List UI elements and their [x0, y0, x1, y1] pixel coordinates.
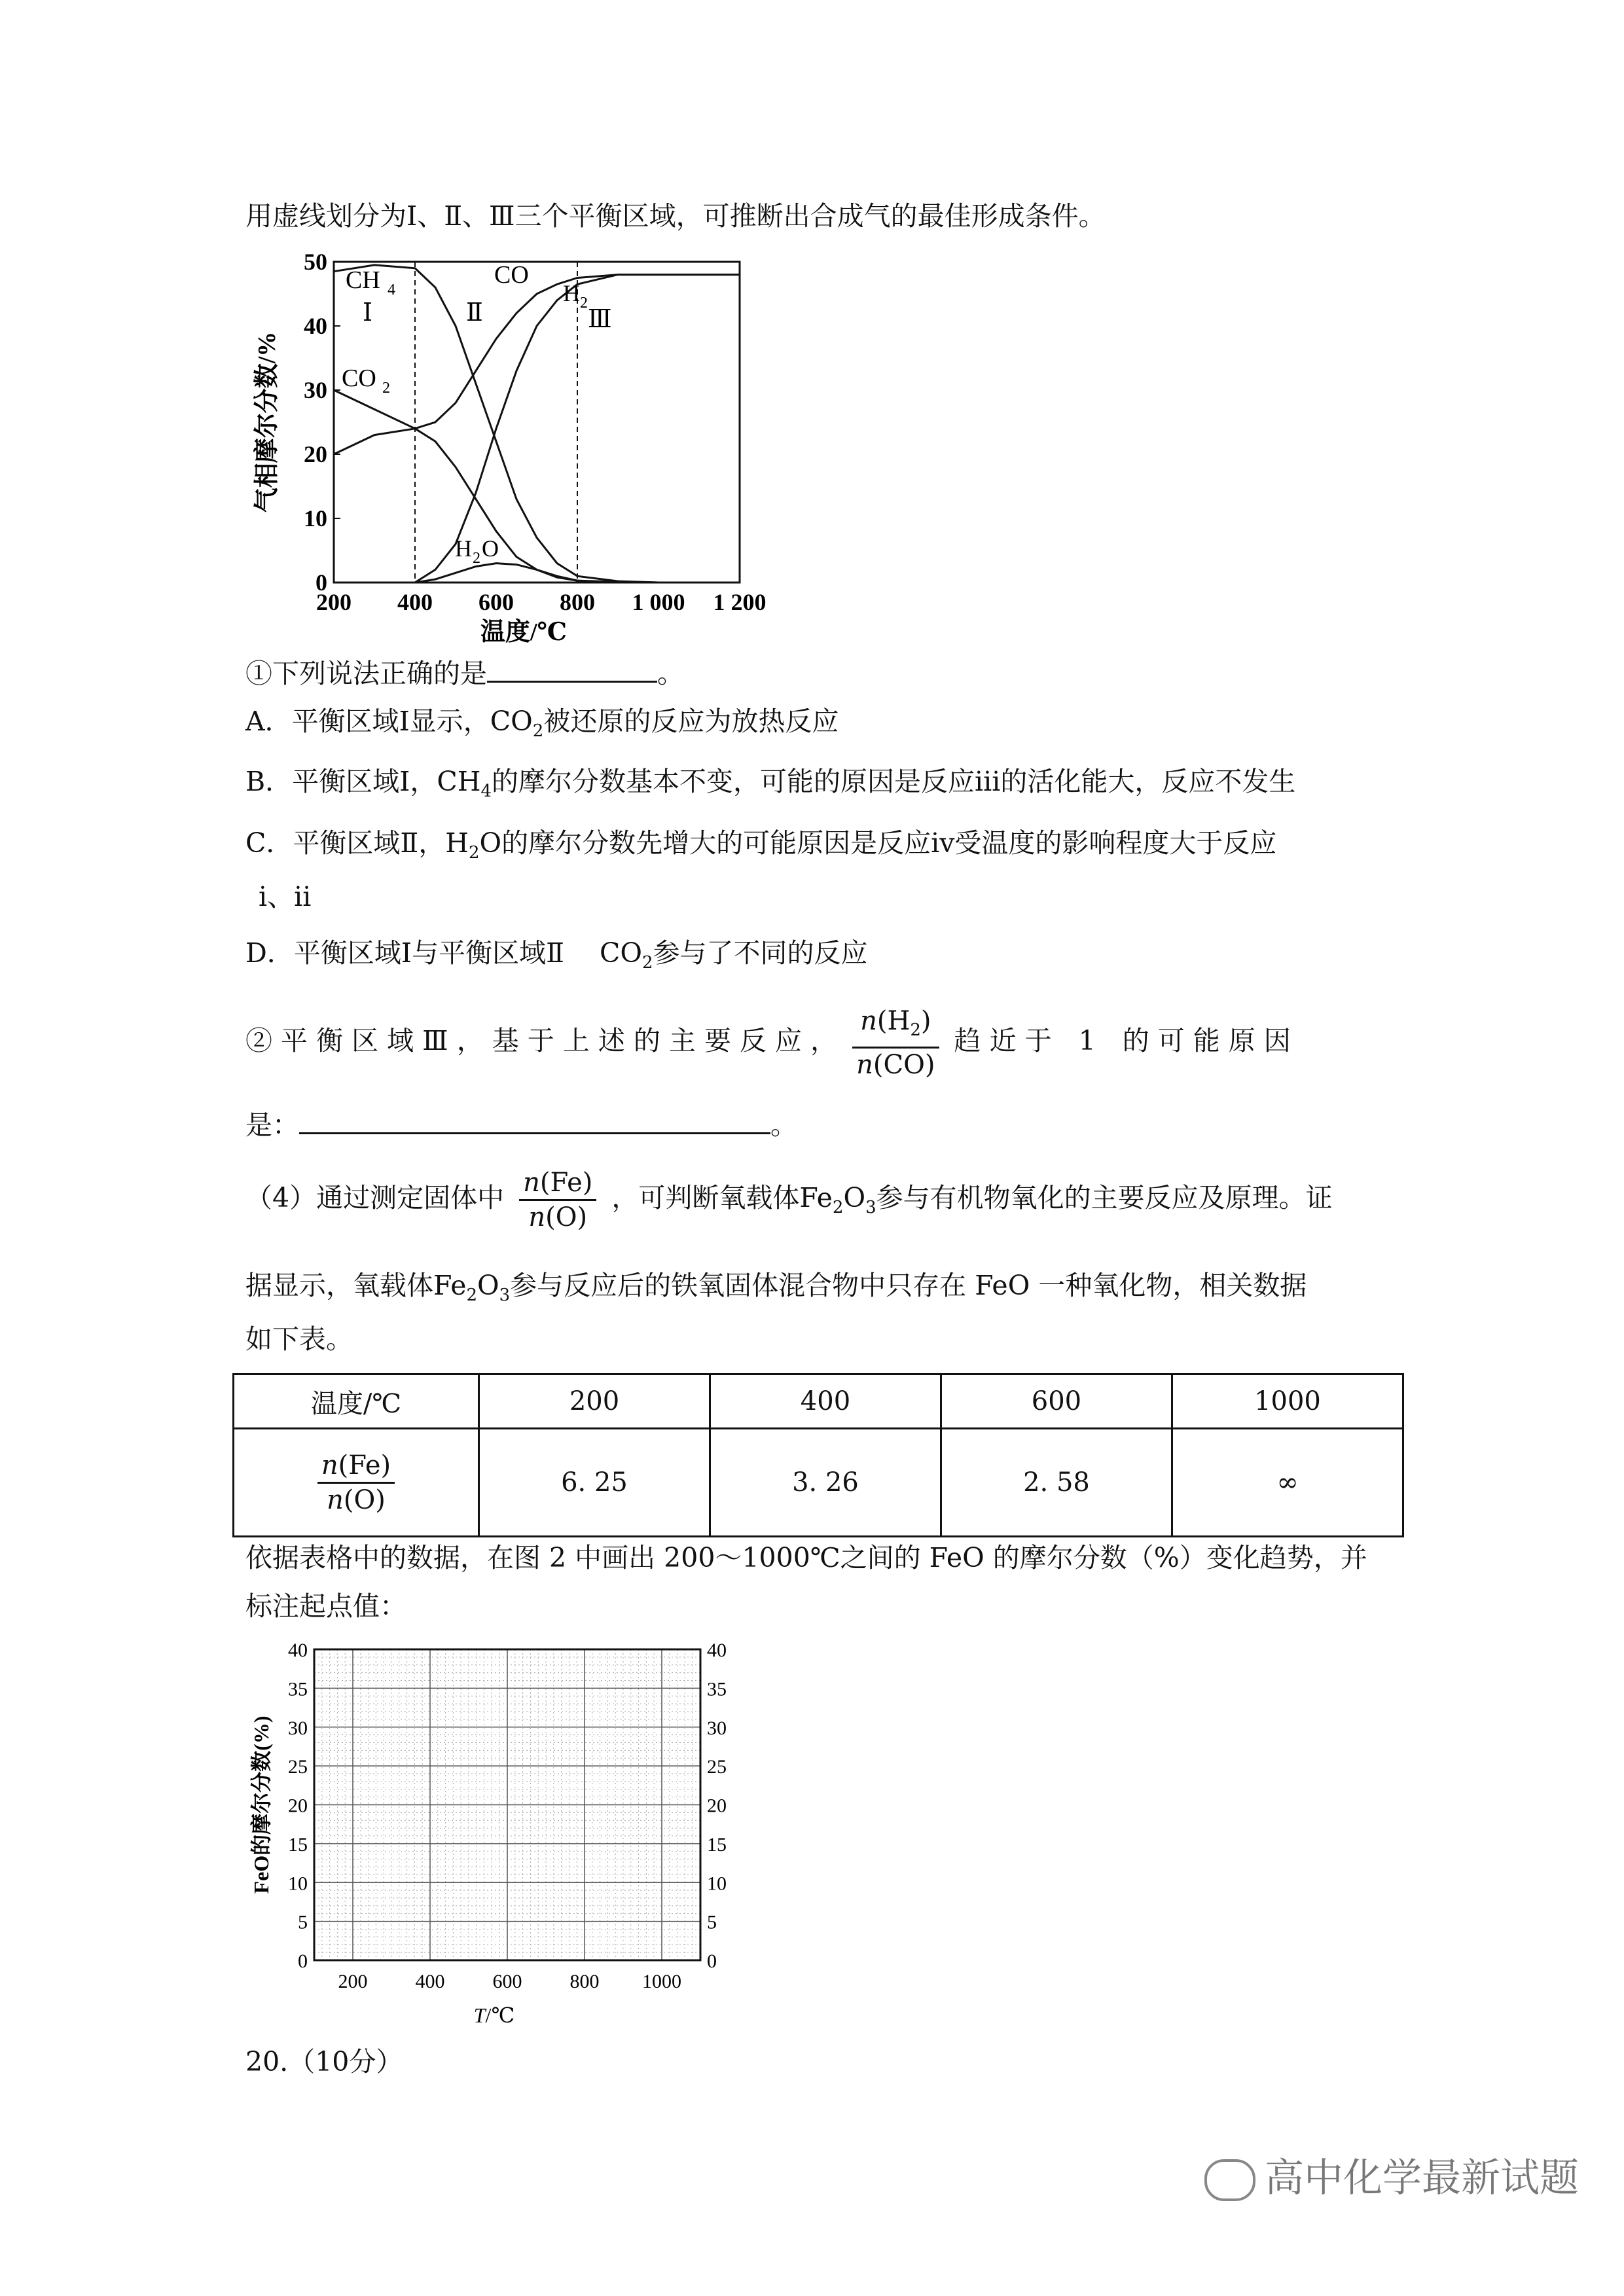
y-tick-label-left: 10 — [288, 1873, 308, 1895]
y-tick-label-right: 0 — [707, 1950, 717, 1972]
y-tick-label-left: 30 — [288, 1717, 308, 1739]
table-header-temp: 温度/℃ — [234, 1374, 479, 1429]
x-axis-title: T/℃ — [473, 2003, 515, 2027]
x-tick-label: 600 — [478, 589, 514, 615]
label-h2-sub: 2 — [580, 295, 588, 312]
x-tick-label: 200 — [338, 1971, 368, 1992]
table-header-cell: 200 — [479, 1374, 710, 1429]
table-row — [234, 1374, 1403, 1429]
wechat-icon — [1204, 2159, 1255, 2201]
figure1-svg — [242, 249, 767, 646]
y-tick-label-right: 20 — [707, 1795, 727, 1817]
x-tick-label: 1 000 — [632, 589, 685, 615]
label-co2-sub: 2 — [382, 380, 390, 397]
fraction-h2-co: $\frac{n(H_2)}{n(CO)}$ — [852, 1005, 939, 1081]
table-cell: ∞ — [1172, 1429, 1403, 1537]
series-line-h2o — [334, 564, 598, 583]
label-h2o: H — [455, 535, 472, 562]
label-h2o-sub: 2 — [473, 550, 480, 567]
instr-line1: 依据表格中的数据，在图 2 中画出 200～1000℃之间的 FeO 的摩尔分数（%）变化趋势，并 — [245, 1542, 1367, 1573]
label-ch4: CH — [346, 266, 380, 294]
label-h2: H — [563, 280, 580, 306]
label-co: CO — [494, 261, 529, 289]
intro-line: 用虚线划分为Ⅰ、Ⅱ、Ⅲ三个平衡区域，可推断出合成气的最佳形成条件。 — [245, 200, 1106, 232]
instr-line2: 标注起点值： — [245, 1590, 406, 1622]
table-cell: 2. 58 — [941, 1429, 1172, 1537]
x-tick-label: 1 200 — [713, 589, 767, 615]
x-tick-label: 400 — [397, 589, 433, 615]
q4-line3: 如下表。 — [245, 1323, 353, 1355]
x-tick-label: 800 — [560, 589, 595, 615]
table-cell: 6. 25 — [479, 1429, 710, 1537]
y-tick-label-right: 10 — [707, 1873, 727, 1895]
q20-heading: 20.（10分） — [245, 2046, 403, 2077]
region-label-2: Ⅱ — [466, 299, 483, 327]
figure1-frame — [334, 262, 740, 583]
y-tick-label-right: 35 — [707, 1678, 727, 1700]
y-tick-label-right: 5 — [707, 1911, 717, 1933]
y-axis-title: FeO的摩尔分数(%) — [249, 1715, 273, 1894]
y-tick-label-left: 35 — [288, 1678, 308, 1700]
y-tick-label: 10 — [304, 505, 327, 531]
y-tick-label-right: 15 — [707, 1833, 727, 1856]
y-tick-label-left: 0 — [298, 1950, 308, 1972]
x-tick-label: 600 — [492, 1971, 522, 1992]
region-label-3: Ⅲ — [588, 306, 612, 333]
y-tick-label-left: 25 — [288, 1756, 308, 1778]
x-axis-title: 温度/℃ — [480, 619, 568, 646]
table-header-cell: 600 — [941, 1374, 1172, 1429]
x-tick-label: 200 — [316, 589, 352, 615]
q1-option-a: A．平衡区域Ⅰ显示，$CO_2$被还原的反应为放热反应 — [245, 706, 839, 742]
y-tick-label: 20 — [304, 441, 327, 467]
y-tick-label-left: 15 — [288, 1833, 308, 1856]
figure2-chart — [249, 1630, 746, 2036]
watermark: 高中化学最新试题 — [1204, 2147, 1579, 2203]
y-tick-label-right: 25 — [707, 1756, 727, 1778]
q2-line1: ② 平 衡 区 域 Ⅲ ， 基 于 上 述 的 主 要 反 应 ， $\frac{n(H_2)}{n(CO)}$ 趋 近 于 1 的 可 能 原 因 — [245, 1006, 1291, 1080]
table-cell: 3. 26 — [710, 1429, 941, 1537]
figure2-svg — [249, 1630, 746, 2036]
y-tick-label: 30 — [304, 377, 327, 403]
series-line-co — [334, 275, 740, 454]
q1-option-c: C．平衡区域Ⅱ，$H_2O$的摩尔分数先增大的可能原因是反应iv受温度的影响程度大于反应 — [245, 827, 1277, 863]
region-label-1: Ⅰ — [363, 299, 373, 327]
table-row-label: $\frac{n(Fe)}{n(O)}$ — [234, 1429, 479, 1537]
q1-option-b: B．平衡区域Ⅰ，$CH_4$的摩尔分数基本不变，可能的原因是反应iii的活化能大，反应不发生 — [245, 766, 1296, 802]
x-tick-label: 400 — [415, 1971, 445, 1992]
q1-option-d: D．平衡区域Ⅰ与平衡区域Ⅱ $CO_2$参与了不同的反应 — [245, 937, 868, 973]
y-tick-label: 50 — [304, 249, 327, 275]
y-tick-label-left: 20 — [288, 1795, 308, 1817]
y-tick-label-left: 40 — [288, 1640, 308, 1661]
label-ch4-sub: 4 — [388, 281, 395, 298]
y-tick-label: 40 — [304, 313, 327, 339]
y-tick-label-left: 5 — [298, 1911, 308, 1933]
table-header-cell: 400 — [710, 1374, 941, 1429]
data-table — [232, 1373, 1404, 1537]
y-tick-label: 0 — [316, 569, 327, 596]
y-tick-label-right: 30 — [707, 1717, 727, 1739]
fraction-fe-o: $\frac{n(Fe)}{n(O)}$ — [519, 1166, 596, 1234]
q1-option-c-line2: ⅰ、ⅱ — [259, 881, 312, 912]
x-tick-label: 800 — [569, 1971, 600, 1992]
x-tick-label: 1000 — [642, 1971, 681, 1992]
label-h2o-o: O — [482, 535, 499, 562]
y-tick-label-right: 40 — [707, 1640, 727, 1661]
q4-line2: 据显示，氧载体$Fe_2O_3$参与反应后的铁氧固体混合物中只存在 FeO 一种氧化物，相关数据 — [245, 1270, 1307, 1306]
y-axis-title: 气相摩尔分数/% — [253, 331, 281, 513]
q2-line2: 是： 。 — [245, 1106, 797, 1143]
table-row — [234, 1429, 1403, 1537]
figure1-chart — [242, 249, 767, 646]
label-co2: CO — [342, 365, 376, 392]
q4-line1: （4）通过测定固体中 $\frac{n(Fe)}{n(O)}$ ，可判断氧载体$Fe_2O_3$参与有机物氧化的主要反应及原理。证 — [245, 1168, 1333, 1232]
table-header-cell: 1000 — [1172, 1374, 1403, 1429]
q1-prompt: ①下列说法正确的是 。 — [245, 655, 684, 692]
